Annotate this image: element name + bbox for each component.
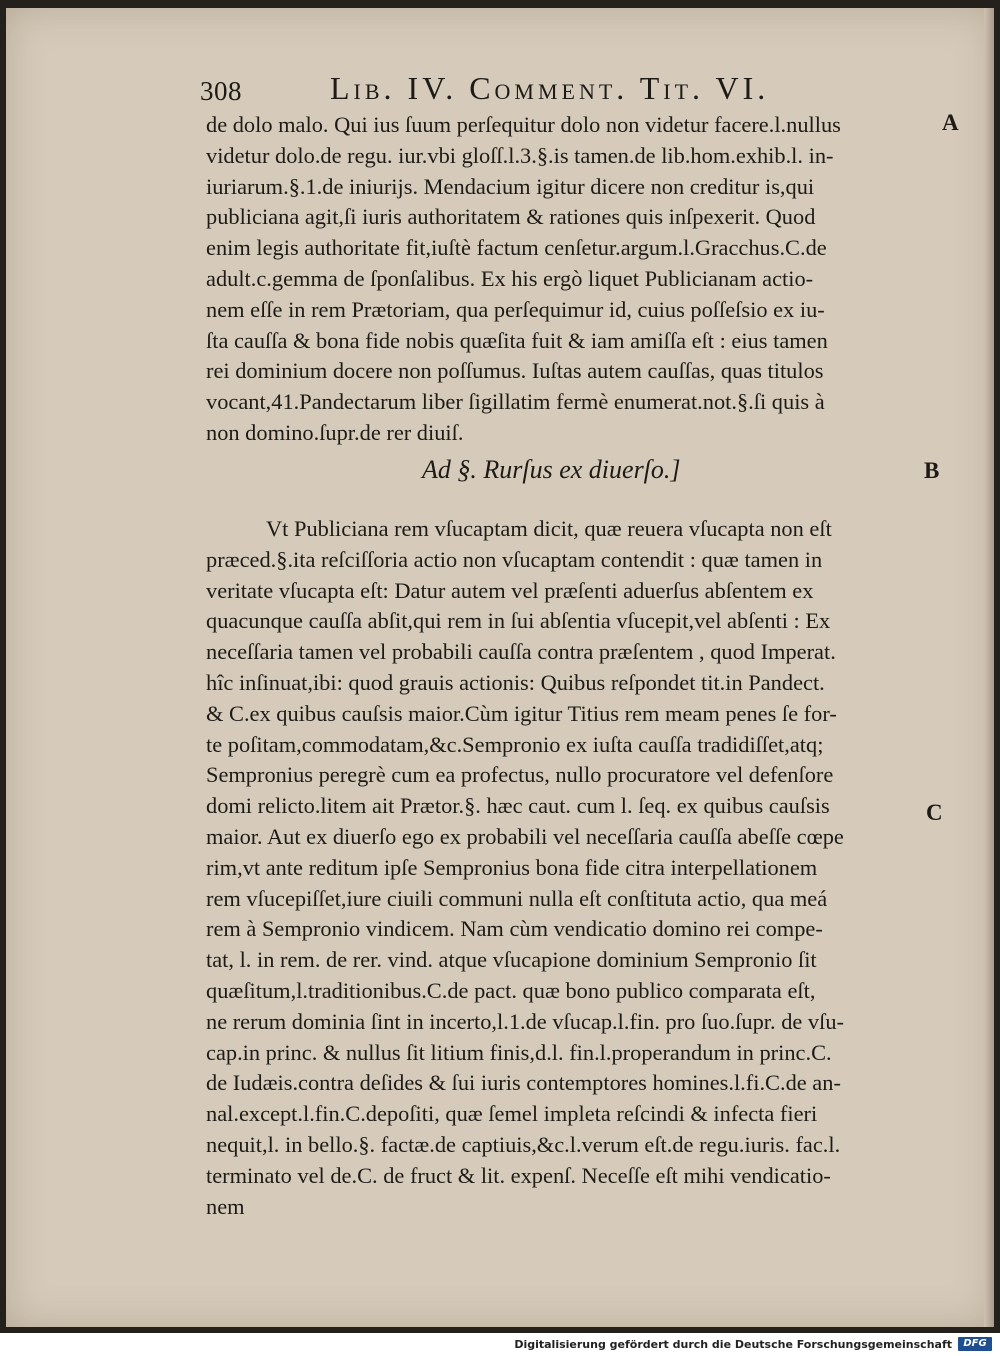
text-line: Vt Publiciana rem vſucaptam dicit, quæ reuera vſucapta non eſt: [266, 516, 832, 541]
paragraph-2: [206, 514, 924, 1222]
footer-bar: [0, 1333, 1000, 1356]
text-line: de Iudæis.contra deſides & ſui iuris contemptores homines.l.fi.C.de an-: [206, 1070, 841, 1096]
text-line: neceſſaria tamen vel probabili cauſſa contra præſentem , quod Imperat.: [206, 639, 836, 665]
text-line: maior. Aut ex diuerſo ego ex probabili vel neceſſaria cauſſa abeſſe cœpe: [206, 823, 844, 849]
margin-letter-b: B: [924, 458, 940, 483]
text-line: Sempronius peregrè cum ea profectus, nullo procuratore vel defenſore: [206, 762, 834, 788]
text-line: quacunque cauſſa abſit,qui rem in ſui abſentia vſucepit,vel abſenti : Ex: [206, 608, 831, 634]
page-edge: [984, 8, 994, 1327]
text-line: rei dominium docere non poſſumus. Iuſtas autem cauſſas, quas titulos: [206, 358, 824, 384]
text-line: rim,vt ante reditum ipſe Sempronius bona fide citra interpellationem: [206, 854, 818, 880]
page-number: 308: [200, 76, 242, 106]
text-line: quæſitum,l.traditionibus.C.de pact. quæ bono publico comparata eſt,: [206, 977, 816, 1003]
text-line: tat, l. in rem. de rer. vind. atque vſucapione dominium Sempronio ſit: [206, 947, 817, 973]
text-line: rem à Sempronio vindicem. Nam cùm vendicatio domino rei compe-: [206, 916, 823, 942]
section-heading: Ad §. Rurſus ex diuerſo.]: [422, 455, 681, 484]
text-line: te poſitam,commodatam,&c.Sempronio ex iuſta cauſſa tradidiſſet,atq;: [206, 731, 824, 757]
text-line: adult.c.gemma de ſponſalibus. Ex his ergò liquet Publicianam actio-: [206, 265, 814, 291]
text-line: publiciana agit,ſi iuris authoritatem & rationes quis inſpexerit. Quod: [206, 204, 816, 230]
dfg-logo-icon: DFG: [958, 1337, 992, 1351]
text-line: & C.ex quibus cauſsis maior.Cùm igitur Titius rem meam penes ſe for-: [206, 700, 837, 726]
text-line: non domino.ſupr.de rer diuiſ.: [206, 419, 464, 445]
margin-letter-c: C: [926, 800, 943, 825]
footer-credit: Digitalisierung gefördert durch die Deutsche Forschungsgemeinschaft: [514, 1338, 952, 1351]
text-line: domi relicto.litem ait Prætor.§. hæc caut. cum l. ſeq. ex quibus cauſsis: [206, 793, 830, 819]
text-line: nem: [206, 1193, 245, 1219]
text-line: veritate vſucapta eſt: Datur autem vel præſenti aduerſus abſentem ex: [206, 577, 814, 603]
text-line: ne rerum dominia ſint in incerto,l.1.de vſucap.l.fin. pro ſuo.ſupr. de vſu-: [206, 1008, 844, 1034]
text-line: videtur dolo.de regu. iur.vbi gloſſ.l.3.§.is tamen.de lib.hom.exhib.l. in-: [206, 142, 834, 168]
text-line: ſta cauſſa & bona fide nobis quæſita fuit & iam amiſſa eſt : eius tamen: [206, 327, 828, 353]
text-line: præced.§.ita reſciſſoria actio non vſucaptam contendit : quæ tamen in: [206, 546, 823, 572]
text-line: iuriarum.§.1.de iniurijs. Mendacium igitur dicere non creditur is,qui: [206, 173, 815, 199]
text-line: vocant,41.Pandectarum liber ſigillatim fermè enumerat.not.§.ſi quis à: [206, 389, 825, 415]
text-line: rem vſucepiſſet,iure ciuili communi nulla eſt conſtituta actio, qua meá: [206, 885, 828, 911]
text-line: de dolo malo. Qui ius ſuum perſequitur dolo non videtur facere.l.nullus: [206, 112, 841, 137]
text-line: cap.in princ. & nullus ſit litium finis,d.l. fin.l.properandum in princ.C.: [206, 1039, 832, 1065]
text-line: terminato vel de.C. de fruct & lit. expenſ. Neceſſe eſt mihi vendicatio-: [206, 1162, 831, 1188]
running-head: [200, 70, 920, 110]
text-line: enim legis authoritate fit,iuſtè factum cenſetur.argum.l.Gracchus.C.de: [206, 235, 827, 261]
running-head-title: Lib. IV. Comment. Tit. VI.: [330, 70, 770, 106]
text-line: nem eſſe in rem Prætoriam, qua perſequimur id, cuius poſſeſsio ex iu-: [206, 296, 825, 322]
text-line: hîc inſinuat,ibi: quod grauis actionis: Quibus reſpondet tit.in Pandect.: [206, 669, 825, 695]
paragraph-1: [206, 110, 924, 449]
text-line: nal.except.l.fin.C.depoſiti, quæ ſemel impleta reſcindi & infecta fieri: [206, 1101, 818, 1127]
text-line: nequit,l. in bello.§. factæ.de captiuis,&c.l.verum eſt.de regu.iuris. fac.l.: [206, 1131, 841, 1157]
margin-letter-a: A: [942, 110, 959, 135]
